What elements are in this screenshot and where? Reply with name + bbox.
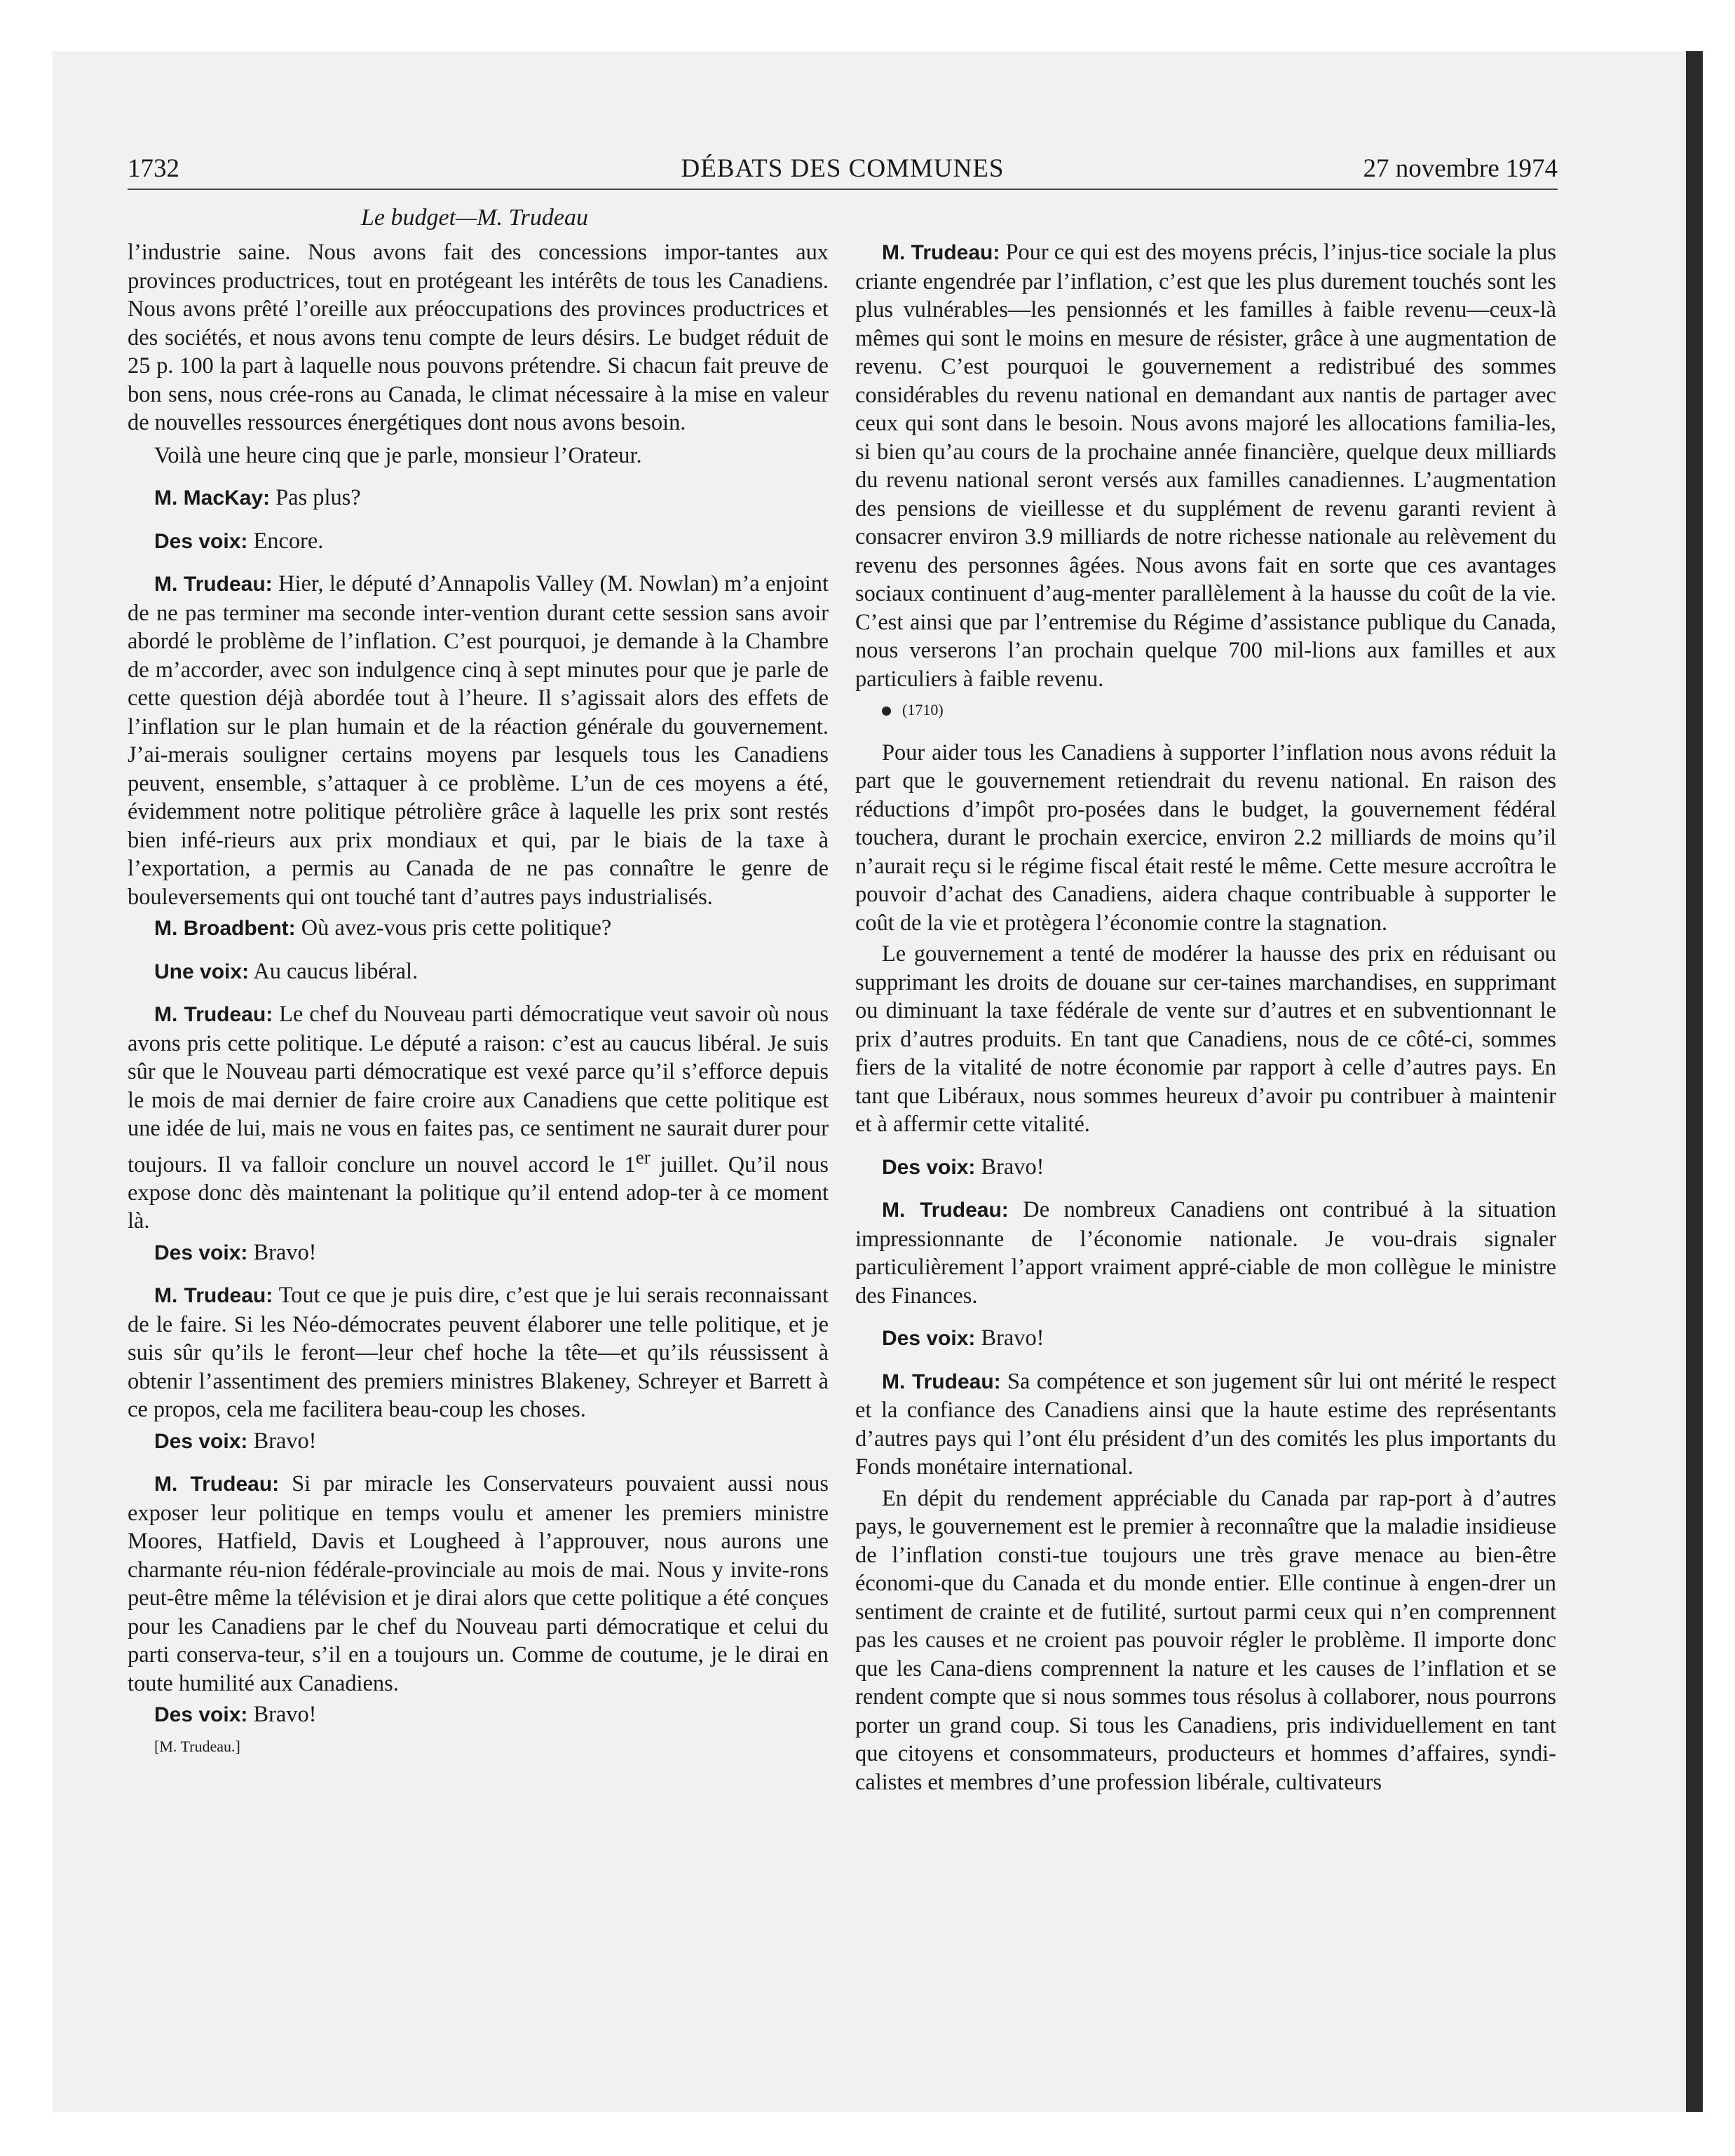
speech [855, 1367, 1556, 1482]
speech [128, 914, 829, 943]
speaker-name: Des voix: [154, 1429, 248, 1453]
speech [128, 1281, 829, 1424]
speech [855, 1324, 1556, 1353]
superscript: er [635, 1146, 651, 1168]
speaker-name: M. Trudeau: [882, 241, 1000, 264]
paragraph: Le gouvernement a tenté de modérer la hausse des prix en réduisant ou supprimant les droits de douane sur cer-taines marchandises, en supprimant ou diminuant la taxe fédérale de vente sur d’autres et en subventionnant le prix d’autres produits. En tant que Canadiens, nous de ce côté-ci, sommes fiers de la vitalité de notre économie par rapport à celle d’autres pays. En tant que Libéraux, nous sommes heureux d’avoir pu contribuer à maintenir et à affermir cette vitalité. [855, 941, 1556, 1137]
speech [855, 1153, 1556, 1182]
speech-text: Où avez-vous pris cette politique? [301, 915, 612, 941]
speech-text: Au caucus libéral. [253, 958, 419, 984]
speaker-name: M. Trudeau: [154, 573, 273, 596]
speech [128, 527, 829, 557]
speech [128, 1000, 829, 1236]
speech [128, 957, 829, 987]
speech [855, 1196, 1556, 1310]
speaker-name: M. Trudeau: [882, 1370, 1001, 1393]
speech-text: Pas plus? [275, 485, 361, 510]
paragraph: Voilà une heure cinq que je parle, monsieur l’Orateur. [154, 442, 642, 468]
page-date: 27 novembre 1974 [1363, 154, 1558, 183]
page-edge-shadow [1686, 51, 1703, 2112]
speech-text: Tout ce que je puis dire, c’est que je lui serais reconnaissant de le faire. Si les Néo-démocrates peuvent élaborer une telle politique, et je suis sûr qu’ils le feront—leur chef hoche la tête—et qu’ils réussissent à obtenir l’assentiment des premiers ministres Blakeney, Schreyer et Barrett à ce propos, cela me facilitera beau-coup les choses. [128, 1283, 829, 1423]
running-head: Le budget—M. Trudeau [361, 205, 588, 231]
speech [128, 484, 829, 513]
speech-text: juillet. Qu’il nous expose donc dès maintenant la politique qu’il entend adop-ter à ce moment là. [128, 1152, 829, 1234]
time-marker-text: (1710) [902, 701, 944, 718]
speaker-name: Des voix: [882, 1155, 976, 1179]
speaker-name: M. Trudeau: [154, 1473, 280, 1496]
speaker-name: Des voix: [154, 529, 248, 553]
speech-text: Si par miracle les Conservateurs pouvaient aussi nous exposer leur politique en temps voulu et amener les premiers ministre Moores, Hatfield, Davis et Lougheed à l’approuver, nous aurons une charmante réu-nion fédérale-provinciale au mois de mai. Nous y invite-rons peut-être même la télévision et je dirai alors que cette politique a été conçues pour les Canadiens par le chef du Nouveau parti démocratique et celui du parti conserva-teur, s’il en a toujours un. Comme de coutume, je le dirai en toute humilité aux Canadiens. [128, 1471, 829, 1696]
speech-text: Bravo! [253, 1702, 317, 1728]
speaker-name: M. Broadbent: [154, 917, 296, 940]
speech-text: Bravo! [981, 1325, 1045, 1351]
speech [128, 1470, 829, 1698]
speaker-name: Des voix: [882, 1327, 976, 1350]
speech-text: Hier, le député d’Annapolis Valley (M. Nowlan) m’a enjoint de ne pas terminer ma seconde inter-vention durant cette session sans avoir abordé le problème de l’inflation. C’est pourquoi, je demande à la Chambre de m’accorder, avec son indulgence cinq à sept minutes pour que je parle de cette question déjà abordée tout à l’heure. Il s’agissait alors des effets de l’inflation sur le plan humain et de la réaction générale du gouvernement. J’ai-merais souligner certains moyens par lesquels tous les Canadiens peuvent, ensemble, s’attaquer à ce problème. L’un de ces moyens a été, évidemment notre politique pétrolière grâce à laquelle les prix sont restés bien infé-rieurs aux prix mondiaux et qui, par le biais de la taxe à l’exportation, a permis au Canada de ne pas connaître le genre de bouleversements qui ont touché tant d’autres pays industrialisés. [128, 571, 829, 910]
speech [128, 1427, 829, 1456]
speaker-name: M. Trudeau: [154, 1003, 273, 1026]
speech [128, 1239, 829, 1268]
paragraph: En dépit du rendement appréciable du Canada par rap-port à d’autres pays, le gouvernement est le premier à reconnaître que la maladie insidieuse de l’inflation consti-tue toujours une très grave menace au bien-être économi-que du Canada et du monde entier. Elle continue à engen-drer un sentiment de crainte et de futilité, surtout parmi ceux qui n’en comprennent pas les causes et ne croient pas pouvoir régler le problème. Il importe donc que les Cana-diens comprennent la nature et les causes de l’inflation et se rendent compte que si nous sommes tous résolus à collaborer, nous pourrons porter un grand coup. Si tous les Canadiens, pris individuellement en tant que citoyens et consommateurs, producteurs et hommes d’affaires, syndi-calistes et membres d’une profession libérale, cultivateurs [855, 1485, 1556, 1795]
speech-text: De nombreux Canadiens ont contribué à la situation impressionnante de l’économie nationale. Je vou-drais signaler particulièrement l’apport vraiment appré-ciable de mon collègue le ministre des Finances. [855, 1197, 1556, 1309]
paragraph: Pour aider tous les Canadiens à supporter l’inflation nous avons réduit la part que le gouvernement retiendrait du revenu national. En raison des réductions d’impôt pro-posées dans le budget, la gouvernement fédéral touchera, durant le prochain exercice, environ 2.2 milliards de moins qu’il n’aurait reçu si le régime fiscal était resté le même. Cette mesure accroîtra le pouvoir d’achat des Canadiens, aidera chaque contribuable à supporter le coût de la vie et protègera l’économie contre la stagnation. [855, 739, 1556, 936]
speech [128, 1700, 829, 1730]
speech-text: Pour ce qui est des moyens précis, l’injus-tice sociale la plus criante engendrée par l’inflation, c’est que les plus durement touchés sont les plus vulnérables—les pensionnés et les familles à faible revenu—ceux-là mêmes qui sont le moins en mesure de résister, grâce à une augmentation de revenu. C’est pourquoi le gouvernement a redistribué des sommes considérables du revenu national en demandant aux nantis de partager avec ceux qui sont dans le besoin. Nous avons majoré les allocations familia-les, si bien qu’au cours de la prochaine année financière, quelque deux milliards du revenu national seront versés aux familles canadiennes. L’augmentation des pensions de vieillesse et du supplément de revenu garanti revient à consacrer environ 3.9 milliards de notre richesse nationale au relèvement du revenu des personnes âgées. Nous avons fait en sorte que ces avantages sociaux continuent d’aug-menter parallèlement à la hausse du coût de la vie. C’est ainsi que par l’entremise du Régime d’assistance publique du Canada, nous verserons l’an prochain quelque 700 mil-lions aux familles et aux particuliers à faible revenu. [855, 240, 1556, 692]
speaker-name: Une voix: [154, 960, 250, 983]
speaker-continuation-note: [M. Trudeau.] [154, 1737, 240, 1755]
speech [855, 238, 1556, 693]
speech-text: Bravo! [253, 1428, 317, 1454]
speech [128, 570, 829, 911]
speaker-name: Des voix: [154, 1703, 248, 1727]
page-number: 1732 [128, 154, 179, 183]
speech-text: Sa compétence et son jugement sûr lui ont mérité le respect et la confiance des Canadiens ainsi que la haute estime des représentants d’autres pays qui l’ont élu président d’un des comités les plus importants du Fonds monétaire international. [855, 1368, 1556, 1480]
speech-text: Le chef du Nouveau parti démocratique veut savoir où nous avons pris cette politique. Le député a raison: c’est au caucus libéral. Je suis sûr que le Nouveau parti démocratique est vexé parce qu’il s’efforce depuis le mois de mai dernier de faire croire aux Canadiens que cette politique est une idée de lui, mais ne vous en faites pas, ce sentiment ne saurait durer pour toujours. Il va falloir conclure un nouvel accord le 1 [128, 1002, 829, 1178]
publication-title: DÉBATS DES COMMUNES [681, 154, 1005, 183]
page-header [128, 151, 1558, 190]
speaker-name: M. Trudeau: [154, 1284, 273, 1308]
right-column [855, 238, 1556, 1810]
speech-text: Bravo! [981, 1154, 1045, 1180]
time-marker [855, 696, 1556, 725]
speaker-name: Des voix: [154, 1241, 248, 1264]
speaker-name: M. MacKay: [154, 486, 271, 510]
paragraph: l’industrie saine. Nous avons fait des concessions impor-tantes aux provinces productrices, tout en protégeant les intérêts de tous les Canadiens. Nous avons prêté l’oreille aux préoccupations des provinces productrices et des sociétés, et nous avons tenu compte de leurs désirs. Le budget réduit de 25 p. 100 la part à laquelle nous pouvons prétendre. Si chacun fait preuve de bon sens, nous crée-rons au Canada, le climat nécessaire à la mise en valeur de nouvelles ressources énergétiques dont nous avons besoin. [128, 240, 829, 435]
speech-text: Bravo! [253, 1239, 317, 1265]
speaker-name: M. Trudeau: [882, 1199, 1009, 1222]
bullet-icon [882, 707, 891, 716]
speech-text: Encore. [253, 528, 324, 554]
left-column [128, 238, 829, 1775]
